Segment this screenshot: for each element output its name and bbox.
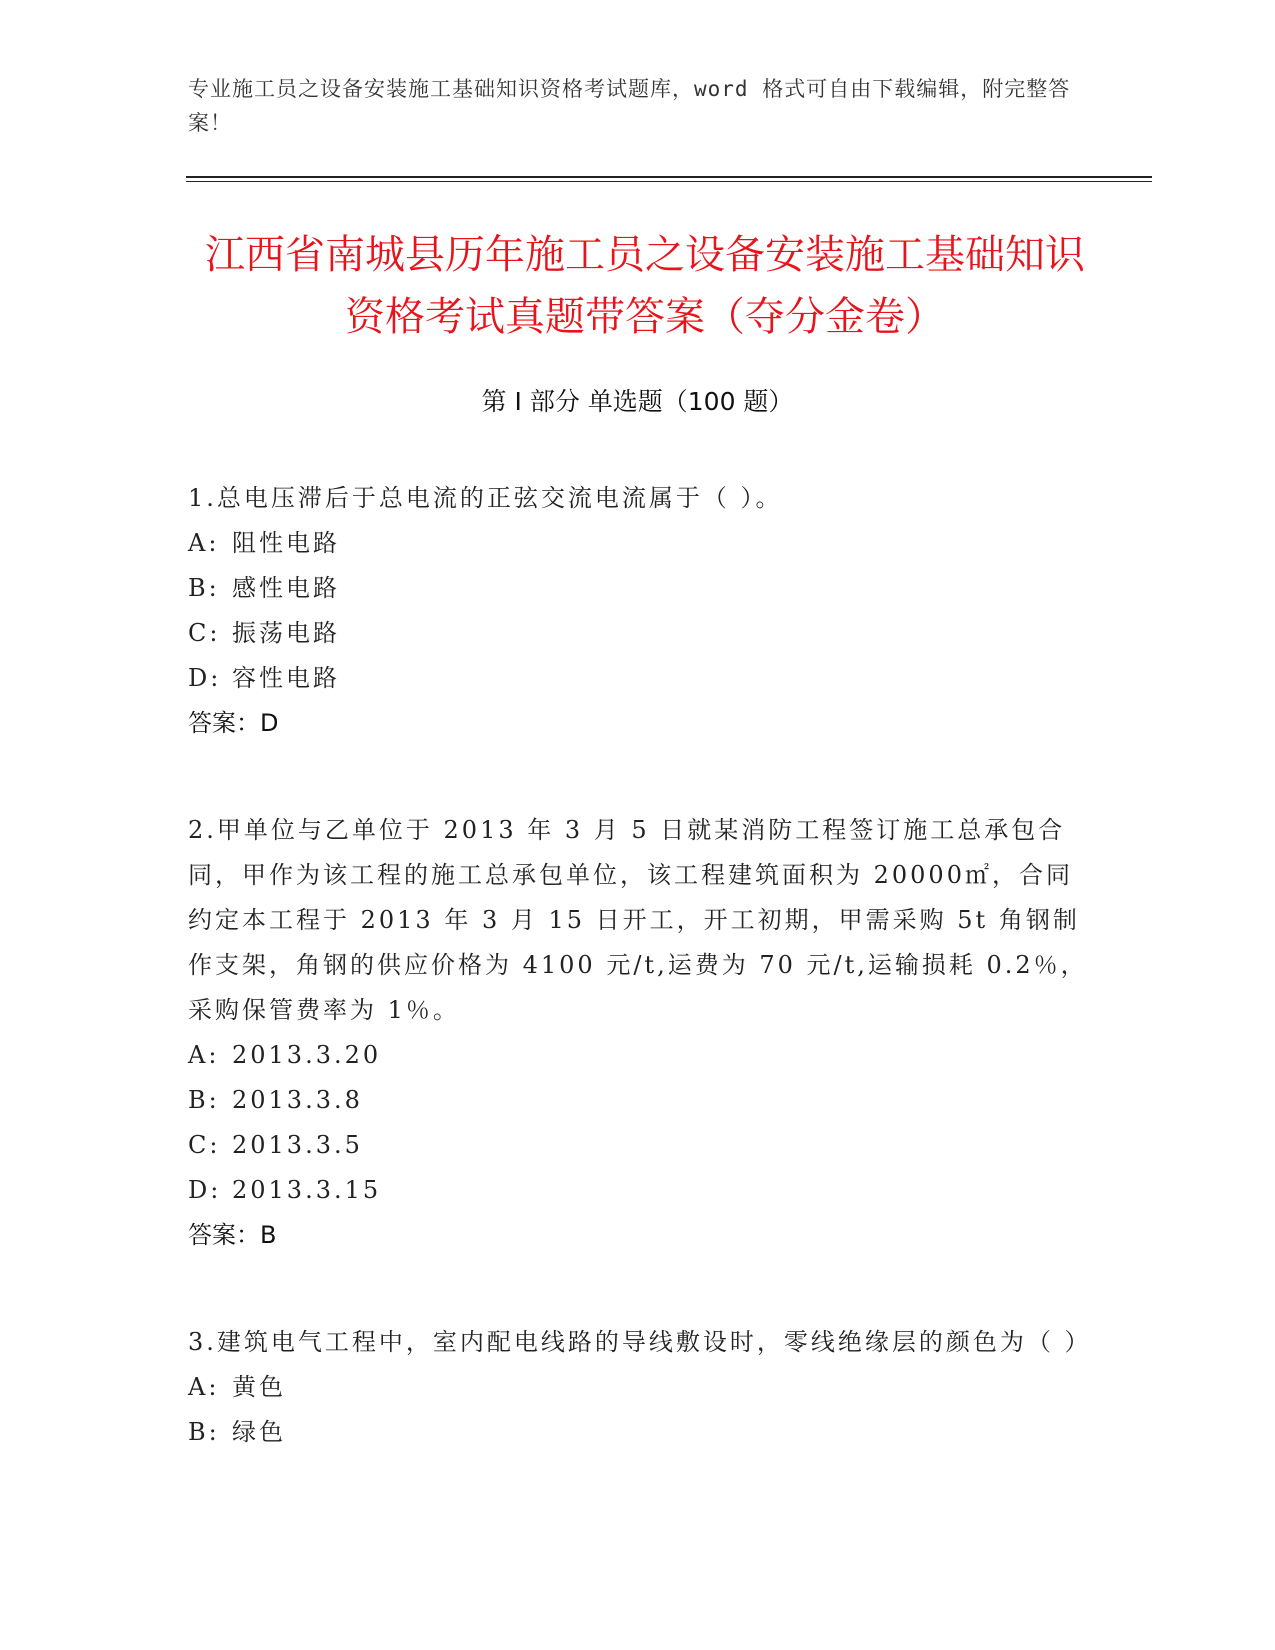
answer: 答案：D (188, 709, 279, 737)
option-d (188, 656, 1088, 701)
question-stem: 2.甲单位与乙单位于 2013 年 3 月 5 日就某消防工程签订施工总承包合同，甲作为该工程的施工总承包单位，该工程建筑面积为 20000㎡，合同约定本工程于 2013 年 3 月 15 日开工，开工初期，甲需采购 5t 角钢制作支架，角钢的供应价格为 4100 元/t,运费为 70 元/t,运输损耗 0.2％，采购保管费率为 1％。 (188, 816, 1088, 1024)
question-stem: 1.总电压滞后于总电流的正弦交流电流属于（ ）。 (188, 484, 783, 512)
question-list (188, 476, 1092, 1517)
option-text: 感性电路 (232, 574, 340, 602)
option-letter: D: (188, 1176, 222, 1204)
option-a (188, 1365, 1088, 1410)
option-b (188, 1410, 1088, 1455)
option-letter: D: (188, 664, 222, 692)
header-note: 专业施工员之设备安装施工基础知识资格考试题库，word 格式可自由下载编辑，附完整答案！ (188, 77, 1071, 135)
question-1 (188, 476, 1088, 746)
option-letter: B: (188, 1086, 220, 1114)
option-c (188, 1123, 1088, 1168)
answer: 答案：B (188, 1221, 277, 1249)
option-letter: B: (188, 1418, 220, 1446)
option-b (188, 566, 1088, 611)
option-a (188, 521, 1088, 566)
option-text: 2013.3.8 (232, 1086, 363, 1114)
option-b (188, 1078, 1088, 1123)
header-rule-thin (186, 181, 1152, 182)
document-title: 江西省南城县历年施工员之设备安装施工基础知识资格考试真题带答案（夺分金卷） (205, 232, 1085, 340)
question-stem: 3.建筑电气工程中，室内配电线路的导线敷设时，零线绝缘层的颜色为（ ） (188, 1328, 1092, 1356)
question-2 (188, 808, 1088, 1258)
option-text: 2013.3.15 (232, 1176, 382, 1204)
option-text: 阻性电路 (232, 529, 340, 557)
question-3 (188, 1320, 1092, 1455)
option-text: 2013.3.5 (232, 1131, 363, 1159)
section-title: 第 I 部分 单选题（100 题） (481, 387, 794, 416)
option-letter: A: (188, 529, 220, 557)
option-letter: C: (188, 619, 221, 647)
option-text: 振荡电路 (232, 619, 340, 647)
option-letter: A: (188, 1041, 220, 1069)
header-rule-thick (186, 176, 1152, 178)
option-a (188, 1033, 1088, 1078)
option-letter: C: (188, 1131, 221, 1159)
option-text: 容性电路 (232, 664, 340, 692)
option-text: 2013.3.20 (232, 1041, 382, 1069)
option-d (188, 1168, 1088, 1213)
option-text: 绿色 (232, 1418, 286, 1446)
option-letter: A: (188, 1373, 220, 1401)
option-text: 黄色 (232, 1373, 286, 1401)
option-letter: B: (188, 574, 220, 602)
option-c (188, 611, 1088, 656)
